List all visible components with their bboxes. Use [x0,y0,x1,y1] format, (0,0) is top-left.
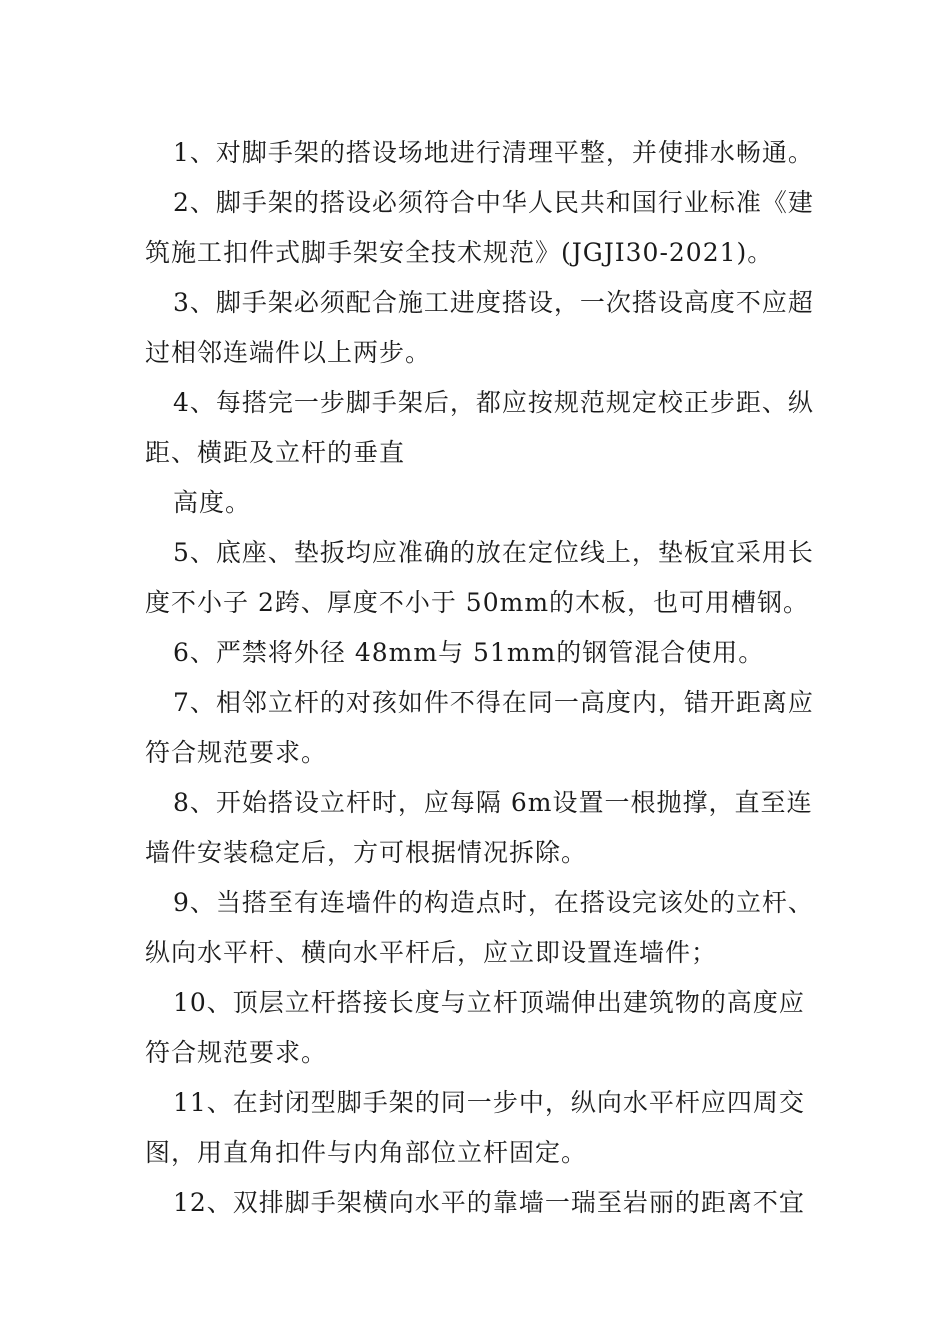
paragraph-9: 9、当搭至有连墙件的构造点时，在搭设完该处的立杆、纵向水平杆、横向水平杆后，应立即设置连墙件； [145,888,814,967]
paragraph-12: 12、双排脚手架横向水平的靠墙一瑞至岩丽的距离不宜 [173,1188,805,1217]
document-body [145,128,815,1228]
paragraph-3: 3、脚手架必须配合施工进度搭设，一次搭设高度不应超过相邻连端件以上两步。 [145,288,814,367]
paragraph-7: 7、相邻立杆的对孩如件不得在同一高度内，错开距离应符合规范要求。 [145,688,814,767]
paragraph-8: 8、开始搭设立杆时，应每隔 6m设置一根抛撑，直至连墙件安装稳定后，方可根据情况拆除。 [145,788,813,867]
paragraph-5: 5、底座、垫扳均应准确的放在定位线上，垫板宜采用长度不小子 2跨、厚度不小于 50mm的木板，也可用槽钢。 [145,538,814,617]
paragraph-10: 10、顶层立杆搭接长度与立杆顶端伸出建筑物的高度应符合规范要求。 [145,988,805,1067]
paragraph-1: 1、对脚手架的搭设场地进行清理平整，并使排水畅通。 [173,138,814,167]
paragraph-2: 2、脚手架的搭设必须符合中华人民共和国行业标准《建筑施工扣件式脚手架安全技术规范》(JGJI30-2021)。 [145,188,814,267]
paragraph-4-continuation: 高度。 [173,488,252,517]
paragraph-6: 6、严禁将外径 48mm与 51mm的钢管混合使用。 [173,638,765,667]
paragraph-11: 11、在封闭型脚手架的同一步中，纵向水平杆应四周交图，用直角扣件与内角部位立杆固定。 [145,1088,805,1167]
paragraph-4: 4、每搭完一步脚手架后，都应按规范规定校正步距、纵距、横距及立杆的垂直 [145,388,814,467]
